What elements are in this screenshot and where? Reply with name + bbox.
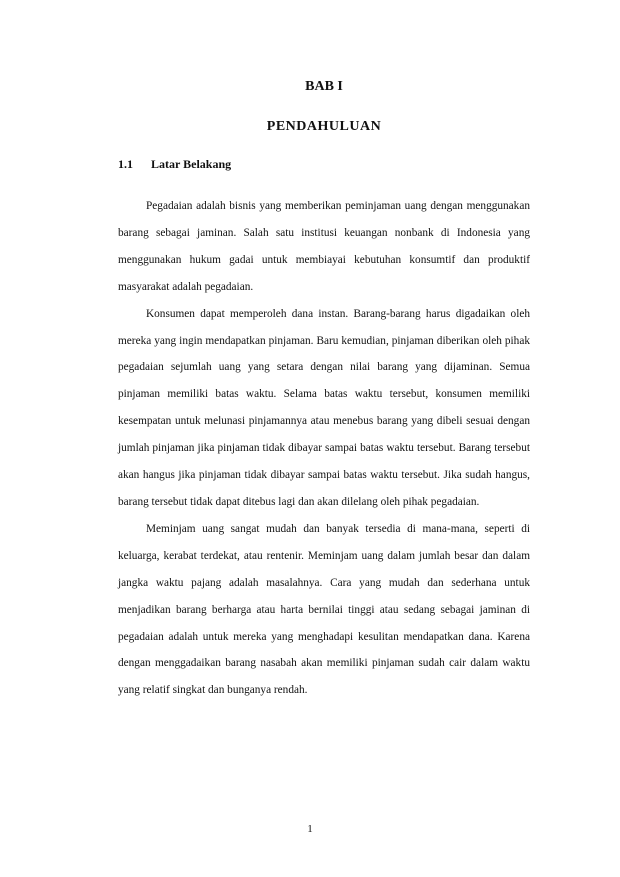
paragraph: Pegadaian adalah bisnis yang memberikan peminjaman uang dengan menggunakan barang sebagai jaminan. Salah satu institusi keuangan nonbank di Indonesia yang menggunakan hukum gadai untuk membiayai kebutuhan konsumtif dan produktif masyarakat adalah pegadaian. [118, 200, 530, 293]
chapter-number: BAB I [305, 79, 343, 94]
paragraph: Meminjam uang sangat mudah dan banyak tersedia di mana-mana, seperti di keluarga, kerabat terdekat, atau rentenir. Meminjam uang dalam jumlah besar dan dalam jangka waktu pajang adalah masalahnya. Cara yang mudah dan sederhana untuk menjadikan barang berharga atau harta bernilai tinggi atau sedang sebagai jaminan di pegadaian adalah untuk mereka yang menghadapi kesulitan mendapatkan dana. Karena dengan menggadaikan barang nasabah akan memiliki pinjaman sudah cair dalam waktu yang relatif singkat dan bunganya rendah. [118, 522, 530, 697]
page-number: 1 [307, 823, 313, 835]
chapter-title: PENDAHULUAN [266, 119, 382, 134]
section-number: 1.1 [118, 157, 133, 171]
body-text [118, 193, 530, 704]
paragraph: Konsumen dapat memperoleh dana instan. Barang-barang harus digadaikan oleh mereka yang ingin mendapatkan pinjaman. Baru kemudian, pinjaman diberikan oleh pihak pegadaian sejumlah uang yang setara dengan nilai barang yang dijaminan. Semua pinjaman memiliki batas waktu. Selama batas waktu tersebut, konsumen memiliki kesempatan untuk melunasi pinjamannya atau menebus barang yang dibeli sesuai dengan jumlah pinjaman jika pinjaman tidak dibayar sampai batas waktu tersebut. Barang tersebut akan hangus jika pinjaman tidak dibayar sampai batas waktu tersebut. Jika sudah hangus, barang tersebut tidak dapat ditebus lagi dan akan dilelang oleh pihak pegadaian. [118, 307, 530, 508]
section-title: Latar Belakang [151, 157, 232, 171]
section-heading [118, 157, 231, 172]
